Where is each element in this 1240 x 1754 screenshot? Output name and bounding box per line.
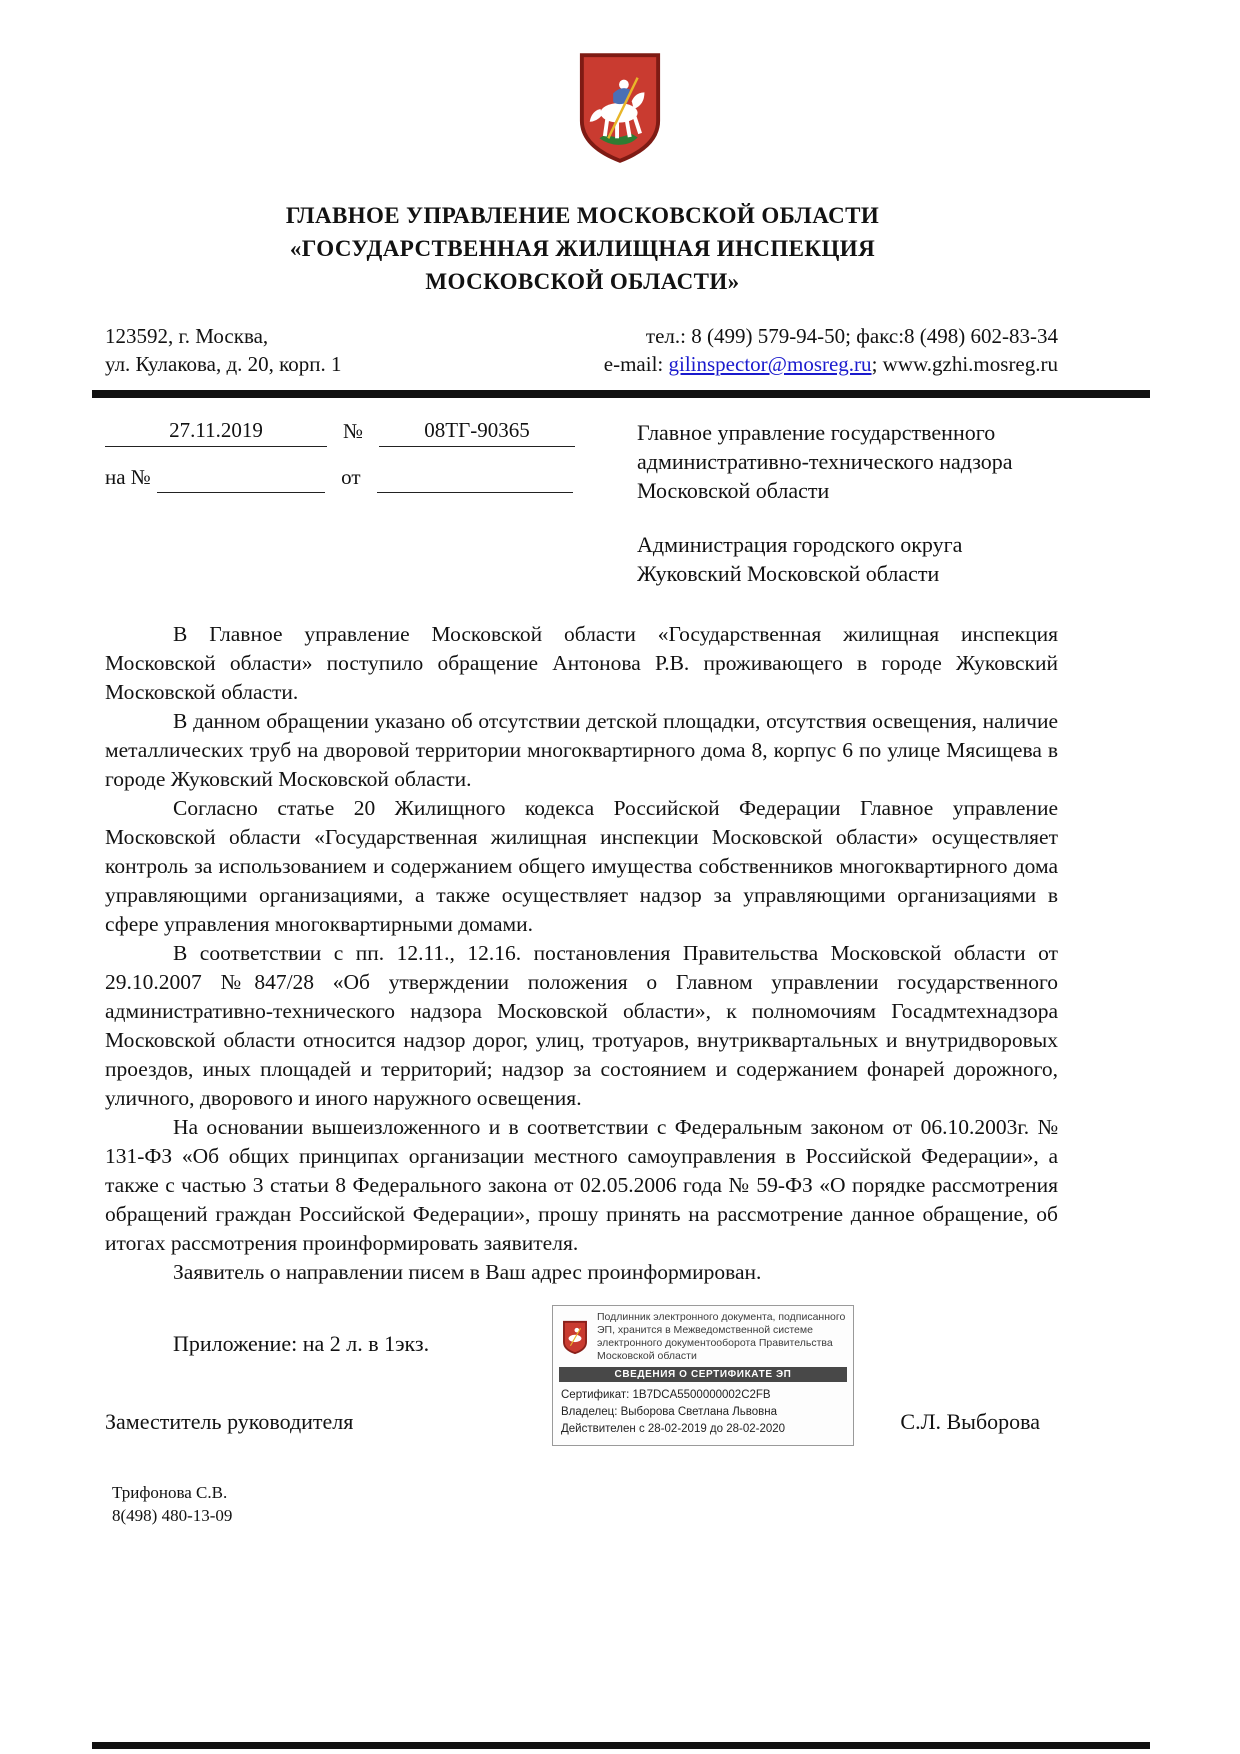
moscow-region-coat-of-arms-icon — [576, 52, 664, 164]
executor-phone: 8(498) 480-13-09 — [112, 1506, 233, 1525]
executor-contact — [112, 1481, 232, 1527]
e-signature-stamp — [552, 1305, 854, 1446]
contact-details — [604, 322, 1058, 378]
signer-name: С.Л. Выборова — [900, 1409, 1040, 1434]
outgoing-ref-row — [105, 418, 605, 447]
incoming-date-blank — [377, 467, 573, 493]
body-paragraph: В Главное управление Московской области «Государственная жилищная инспекция Московской области» поступило обращение Антонова Р.В. проживающего в городе Жуковский Московской области. — [105, 622, 1058, 704]
signature-section — [0, 1299, 1240, 1619]
org-title-line: ГЛАВНОЕ УПРАВЛЕНИЕ МОСКОВСКОЙ ОБЛАСТИ — [285, 203, 880, 228]
ot-label: от — [341, 465, 361, 489]
letter-body — [105, 620, 1058, 1287]
stamp-details — [553, 1382, 853, 1445]
email-web-line — [604, 350, 1058, 378]
executor-name: Трифонова С.В. — [112, 1483, 228, 1502]
body-paragraph: В соответствии с пп. 12.11., 12.16. постановления Правительства Московской области от 29.10.2007 №847/28 «Об утверждении положения о Главном управлении государственного административно-технического надзора Московской области», к полномочиям Госадмтехнадзора Московской области относится надзор дорог, улиц, тротуаров, внутриквартальных и внутридворовых проездов, иных площадей и территорий; надзор за состоянием и содержанием фонарей дорожного, уличного, дворового и иного наружного освещения. — [105, 941, 1058, 1110]
outgoing-number-field — [379, 418, 575, 447]
postal-address — [105, 322, 342, 378]
date-field — [105, 418, 327, 447]
org-title-line: «ГОСУДАРСТВЕННАЯ ЖИЛИЩНАЯ ИНСПЕКЦИЯ — [289, 236, 876, 261]
owner-line: Владелец: Выборова Светлана Львовна — [561, 1406, 777, 1418]
attachment-note: Приложение: на 2 л. в 1экз. — [173, 1331, 430, 1356]
website-text: ; www.gzhi.mosreg.ru — [871, 352, 1058, 376]
outgoing-number-value: 08ТГ-90365 — [424, 418, 530, 442]
date-value: 27.11.2019 — [169, 418, 263, 442]
address-line: 123592, г. Москва, — [105, 324, 269, 348]
body-paragraph: В данном обращении указано об отсутствии детской площадки, отсутствия освещения, наличие металлических труб на дворовой территории многоквартирного дома 8, корпус 6 по улице Мясищева в городе Жуковский Московской области. — [105, 709, 1058, 791]
ref-fields — [105, 418, 605, 493]
email-link[interactable]: gilinspector@mosreg.ru — [668, 352, 872, 376]
org-title-line: МОСКОВСКОЙ ОБЛАСТИ» — [425, 269, 740, 294]
certificate-line: Сертификат: 1B7DCA5500000002C2FB — [561, 1389, 771, 1401]
moscow-region-emblem-icon — [559, 1320, 591, 1355]
header-rule — [92, 390, 1150, 398]
reference-block — [105, 418, 1058, 588]
number-sign: № — [342, 419, 364, 443]
email-label: e-mail: — [603, 352, 669, 376]
phone-fax-line: тел.: 8 (499) 579-94-50; факс:8 (498) 602-83-34 — [645, 324, 1058, 348]
incoming-ref-row — [105, 465, 605, 493]
bottom-rule — [92, 1742, 1150, 1749]
body-paragraph: Согласно статье 20 Жилищного кодекса Российской Федерации Главное управление Московской области «Государственная жилищная инспекции Московской области» осуществляет контроль за использованием и содержанием общего имущества собственников многоквартирного дома управляющими организациями, а также осуществляет надзор за управляющими организациями в сфере управления многоквартирными домами. — [105, 796, 1058, 936]
coat-of-arms — [0, 0, 1240, 169]
org-title — [105, 199, 1060, 298]
recipient-address: Главное управление государственного административно-технического надзора Московской области — [637, 420, 1013, 503]
stamp-certificate-band: СВЕДЕНИЯ О СЕРТИФИКАТЕ ЭП — [559, 1367, 847, 1382]
body-paragraph: Заявитель о направлении писем в Ваш адрес проинформирован. — [173, 1260, 762, 1284]
stamp-header — [553, 1306, 853, 1367]
stamp-description: Подлинник электронного документа, подписанного ЭП, хранится в Межведомственной системе электронного документооборота Правительства Московской области — [597, 1311, 846, 1362]
address-line: ул. Кулакова, д. 20, корп. 1 — [105, 352, 342, 376]
recipient-address: Администрация городского округа Жуковский Московской области — [637, 532, 963, 586]
recipients — [605, 418, 1058, 588]
body-paragraph: На основании вышеизложенного и в соответствии с Федеральным законом от 06.10.2003г. № 131-ФЗ «Об общих принципах организации местного самоуправления в Российской Федерации», а также с частью 3 статьи 8 Федерального закона от 02.05.2006 года № 59-ФЗ «О порядке рассмотрения обращений граждан Российской Федерации», прошу принять на рассмотрение данное обращение, об итогах рассмотрения проинформировать заявителя. — [105, 1115, 1058, 1255]
incoming-number-blank — [157, 467, 325, 493]
validity-line: Действителен с 28-02-2019 до 28-02-2020 — [561, 1423, 786, 1435]
na-number-label: на № — [105, 465, 151, 489]
signer-position: Заместитель руководителя — [105, 1409, 354, 1434]
letterhead-contacts — [105, 322, 1058, 378]
